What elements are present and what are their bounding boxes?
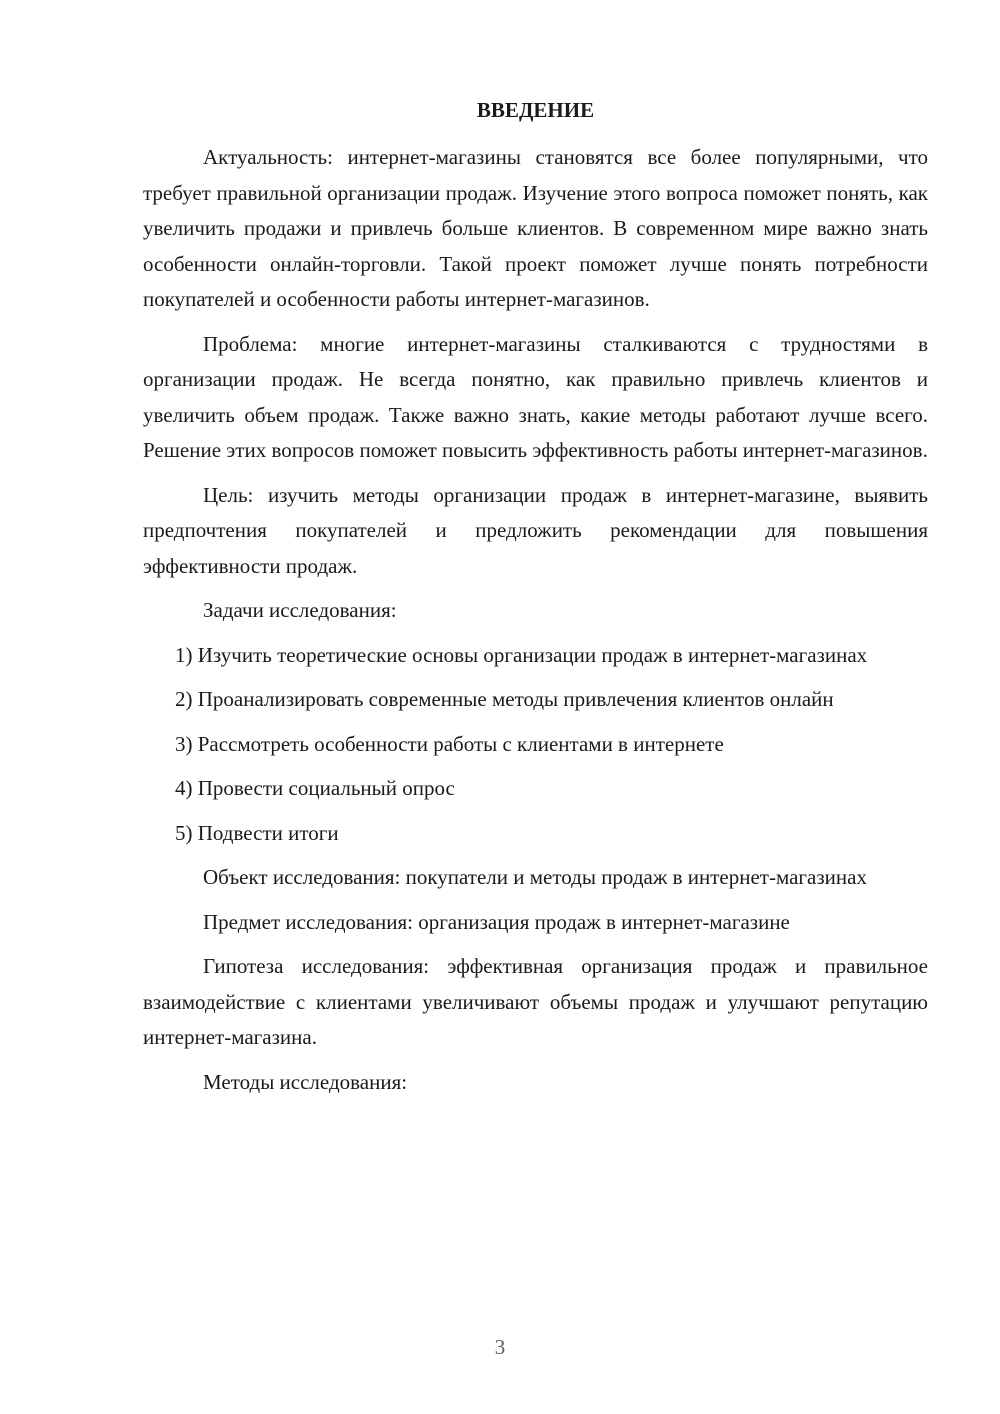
list-item: 2) Проанализировать современные методы привлечения клиентов онлайн <box>175 687 834 711</box>
subject-paragraph: Предмет исследования: организация продаж в интернет-магазине <box>203 909 790 934</box>
tasks-list <box>143 638 928 852</box>
list-item: 1) Изучить теоретические основы организации продаж в интернет-магазинах <box>175 642 868 667</box>
document-page <box>143 88 928 1100</box>
list-item: 3) Рассмотреть особенности работы с клиентами в интернете <box>175 731 724 756</box>
list-item: 5) Подвести итоги <box>175 820 339 845</box>
problem-paragraph: Проблема: многие интернет-магазины сталкиваются с трудностями в организации продаж. Не всегда понятно, как правильно привлечь клиентов и увеличить объем продаж. Также важно знать, какие методы работают лучше всего. Решение этих вопросов поможет повысить эффективность работы интернет-магазинов. <box>143 331 928 462</box>
relevance-paragraph: Актуальность: интернет-магазины становятся все более популярными, что требует правильной организации продаж. Изучение этого вопроса поможет понять, как увеличить продажи и привлечь больше клиентов. В современном мире важно знать особенности онлайн-торговли. Такой проект поможет лучше понять потребности покупателей и особенности работы интернет-магазинов. <box>143 145 928 311</box>
methods-paragraph: Методы исследования: <box>203 1069 408 1094</box>
tasks-title: Задачи исследования: <box>203 598 397 622</box>
list-item: 4) Провести социальный опрос <box>175 776 455 800</box>
page-number: 3 <box>494 1335 506 1359</box>
hypothesis-paragraph: Гипотеза исследования: эффективная организация продаж и правильное взаимодействие с клиентами увеличивают объемы продаж и улучшают репутацию интернет-магазина. <box>143 954 928 1049</box>
section-heading: ВВЕДЕНИЕ <box>476 98 595 122</box>
object-paragraph: Объект исследования: покупатели и методы продаж в интернет-магазинах <box>203 865 867 889</box>
goal-paragraph: Цель: изучить методы организации продаж в интернет-магазине, выявить предпочтения покупателей и предложить рекомендации для повышения эффективности продаж. <box>143 482 928 578</box>
